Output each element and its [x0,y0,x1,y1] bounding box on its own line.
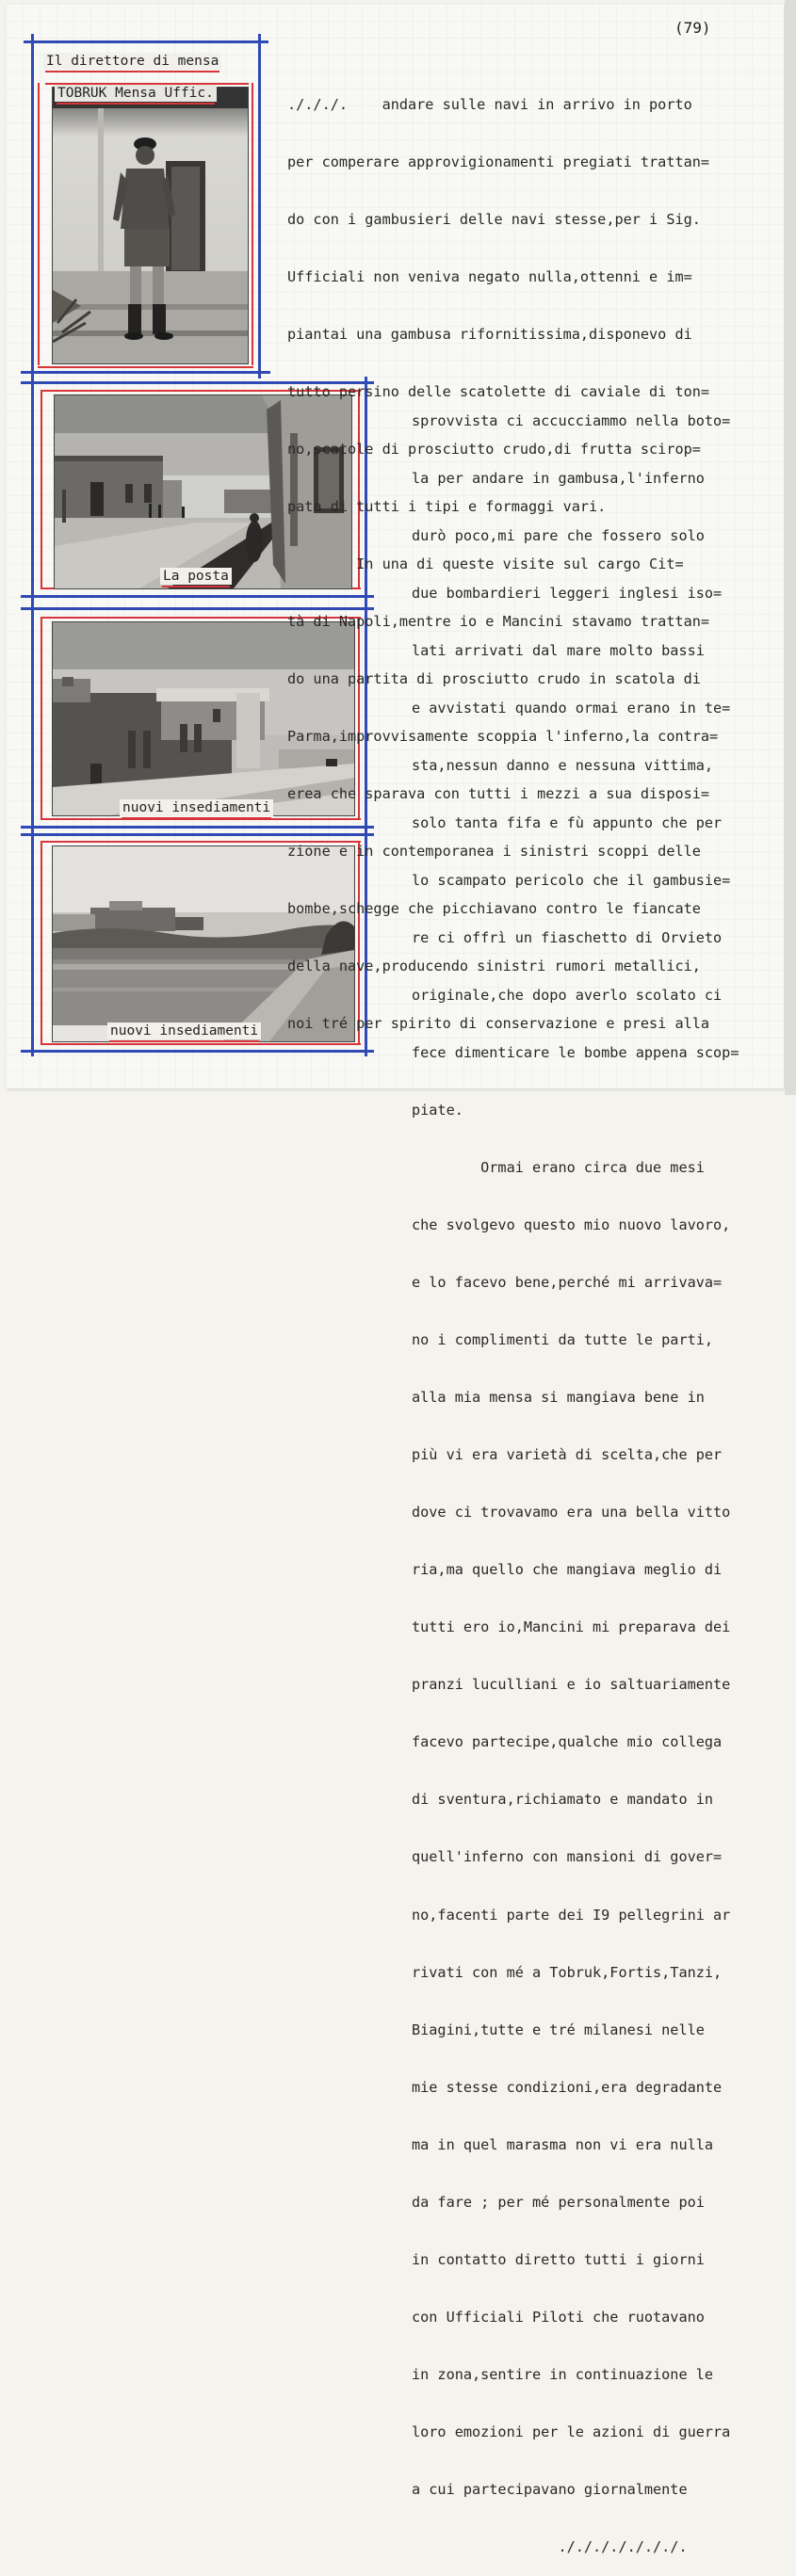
text-line: della nave,producendo sinistri rumori metallici, [287,958,701,975]
text-line: noi tré per spirito di conservazione e presi alla [287,1015,710,1033]
text-line: solo tanta fifa e fù appunto che per [412,813,723,831]
text-line: ria,ma quello che mangiava meglio di [412,1561,723,1579]
scan-edge [785,0,796,1095]
caption-text: Il direttore di mensa [46,54,219,69]
caption-text: nuovi insediamenti [110,1023,259,1038]
photo-director [52,87,249,364]
text-line: originale,che dopo averlo scolato ci [412,987,723,1004]
text-line: sprovvista ci accucciammo nella boto= [412,411,731,429]
text-line: ./././././././. [412,2537,688,2555]
text-line: quell'inferno con mansioni di gover= [412,1848,723,1866]
text-line: con Ufficiali Piloti che ruotavano [412,2308,705,2326]
text-line: do con i gambusieri delle navi stesse,per i Sig. [287,210,701,228]
text-line: loro emozioni per le azioni di guerra [412,2423,731,2440]
text-line: tutto persino delle scatolette di caviale di ton= [287,382,710,400]
text-line: ma in quel marasma non vi era nulla [412,2135,714,2153]
text-line: lo scampato pericolo che il gambusie= [412,871,731,889]
text-line: durò poco,mi pare che fossero solo [412,526,705,544]
text-line: che svolgevo questo mio nuovo lavoro, [412,1216,731,1234]
photo-caption-tobruk [55,85,217,102]
text-line: e lo facevo bene,perché mi arrivava= [412,1274,723,1292]
text-line: pata di tutti i tipi e formaggi vari. [287,497,607,515]
text-line: Ormai erano circa due mesi [412,1159,705,1177]
text-line: Parma,improvvisamente scoppia l'inferno,la contra= [287,728,719,746]
text-line: sta,nessun danno e nessuna vittima, [412,756,714,774]
text-line: lati arrivati dal mare molto bassi [412,641,705,659]
text-line: In una di queste visite sul cargo Cit= [287,555,684,572]
text-line: dove ci trovavamo era una bella vitto [412,1504,731,1521]
caption-text: La posta [163,569,229,584]
text-line: rivati con mé a Tobruk,Fortis,Tanzi, [412,1963,723,1981]
text-line: no,facenti parte dei I9 pellegrini ar [412,1906,731,1924]
text-line: tà di Napoli,mentre io e Mancini stavamo trattan= [287,612,710,630]
text-line: no i complimenti da tutte le parti, [412,1331,714,1349]
text-line: zione e in contemporanea i sinistri scoppi delle [287,843,701,861]
text-line: no,scatole di prosciutto crudo,di frutta scirop= [287,440,701,458]
text-line: di sventura,richiamato e mandato in [412,1791,714,1809]
text-line: alla mia mensa si mangiava bene in [412,1389,705,1407]
text-line: due bombardieri leggeri inglesi iso= [412,584,723,602]
text-line: per comperare approvigionamenti pregiati trattan= [287,153,710,170]
text-line: do una partita di prosciutto crudo in scatola di [287,670,701,687]
text-line: Biagini,tutte e tré milanesi nelle [412,2021,705,2038]
text-line: da fare ; per mé personalmente poi [412,2193,705,2211]
text-line: bombe,schegge che picchiavano contro le fiancate [287,900,701,918]
text-line: pranzi luculliani e io saltuariamente [412,1676,731,1694]
caption-text: TOBRUK Mensa Uffic. [57,86,214,101]
text-line: a cui partecipavano giornalmente [412,2480,688,2498]
text-line: Ufficiali non veniva negato nulla,ottenni e im= [287,267,692,285]
text-line: mie stesse condizioni,era degradante [412,2078,723,2096]
caption-text: nuovi insediamenti [122,800,271,815]
text-line: tutti ero io,Mancini mi preparava dei [412,1618,731,1636]
text-line: fece dimenticare le bombe appena scop= [412,1044,739,1062]
text-line: facevo partecipe,qualche mio collega [412,1733,723,1751]
text-line: piantai una gambusa rifornitissima,disponevo di [287,325,692,343]
text-line: più vi era varietà di scelta,che per [412,1446,723,1464]
text-line: in contatto diretto tutti i giorni [412,2250,705,2268]
photo-caption-director-title [43,53,221,70]
photo-caption-settlements-2 [107,1022,261,1039]
text-line: e avvistati quando ormai erano in te= [412,699,731,716]
text-line: ./././. andare sulle navi in arrivo in porto [287,95,692,113]
text-line: piate. [412,1102,463,1119]
text-line: la per andare in gambusa,l'inferno [412,469,705,487]
text-line: in zona,sentire in continuazione le [412,2365,714,2383]
photo-caption-settlements-1 [120,799,273,816]
page-number: (79) [674,19,711,37]
text-line: re ci offrì un fiaschetto di Orvieto [412,928,723,946]
text-line: erea che sparava con tutti i mezzi a sua disposi= [287,785,710,803]
typed-text-narrow [412,373,739,2576]
photo-caption-post-office [160,568,232,585]
